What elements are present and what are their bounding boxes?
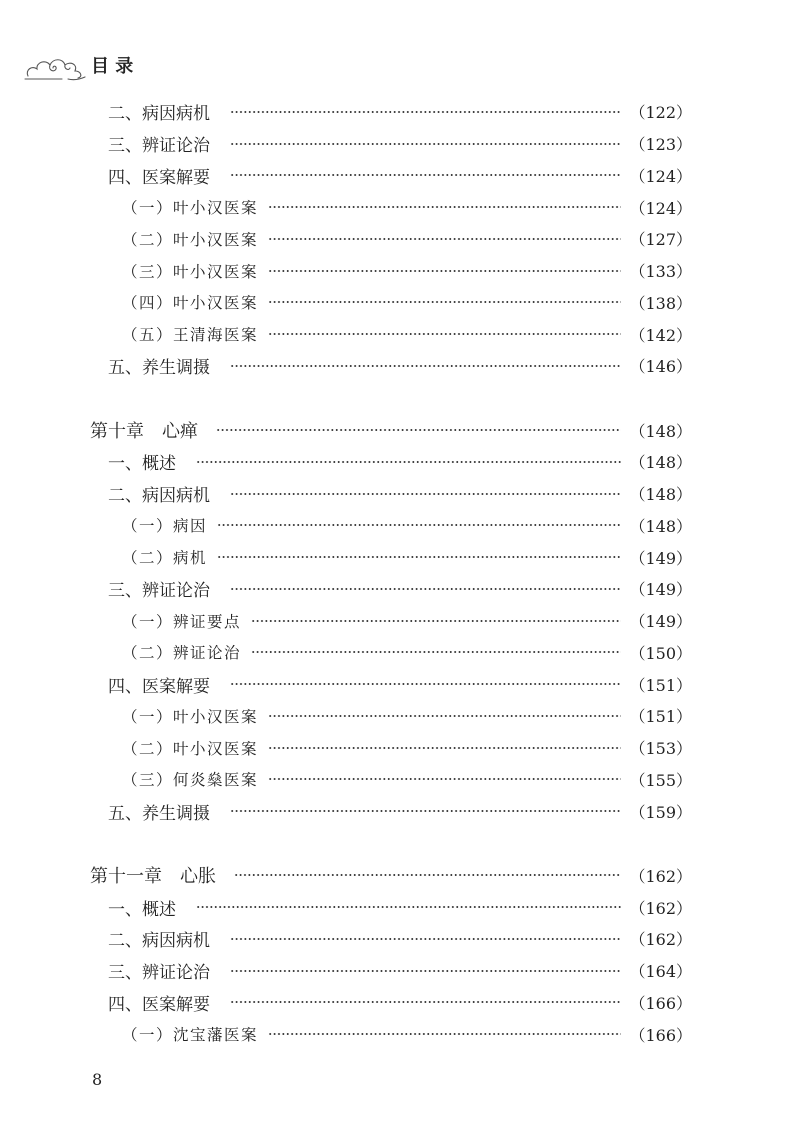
toc-entry-label: 一、概述 (108, 899, 176, 920)
toc-section-entry (0, 350, 800, 382)
toc-entry-page: （162） (629, 898, 692, 918)
toc-entry-label: （三）何炎燊医案 (122, 771, 259, 790)
cloud-ornament-icon (24, 50, 86, 84)
toc-entry-page: （142） (629, 325, 692, 345)
leader-dots (216, 428, 621, 432)
toc-entry-label: （五）王清海医案 (122, 326, 259, 345)
leader-dots (268, 237, 621, 241)
toc-entry-label: （一）叶小汉医案 (122, 199, 259, 218)
toc-subsection-entry (0, 255, 800, 287)
toc-section-entry (0, 96, 800, 128)
leader-dots (196, 905, 621, 909)
toc-entry-page: （159） (629, 802, 692, 822)
toc-entry-page: （148） (629, 453, 692, 473)
toc-entry-page: （138） (629, 293, 692, 313)
toc-section-entry (0, 795, 800, 827)
toc-entry-label: 一、概述 (108, 454, 176, 475)
toc-entry-page: （150） (629, 643, 692, 663)
leader-dots (230, 110, 621, 114)
toc-subsection-entry (0, 318, 800, 350)
toc-section-entry (0, 446, 800, 478)
toc-entry-page: （164） (629, 962, 692, 982)
toc-entry-label: （二）辨证论治 (122, 644, 242, 663)
leader-dots (230, 937, 621, 941)
toc-heading: 目 录 (91, 56, 134, 77)
toc-subsection-entry (0, 1018, 800, 1050)
toc-chapter-entry (0, 414, 800, 446)
toc-subsection-entry (0, 605, 800, 637)
toc-entry-label: 二、病因病机 (108, 104, 210, 125)
toc-entry-label: 二、病因病机 (108, 931, 210, 952)
leader-dots (268, 332, 621, 336)
toc-entry-page: （123） (629, 135, 692, 155)
toc-chapter-label: 第十一章 心胀 (90, 866, 216, 888)
toc-subsection-entry (0, 732, 800, 764)
toc-entry-page: （151） (629, 707, 692, 727)
toc-entry-page: （153） (629, 739, 692, 759)
leader-dots (230, 492, 621, 496)
leader-dots (268, 269, 621, 273)
toc-section-entry (0, 891, 800, 923)
leader-dots (230, 364, 621, 368)
toc-entry-label: 二、病因病机 (108, 486, 210, 507)
leader-dots (234, 873, 621, 877)
toc-entry-page: （149） (629, 548, 692, 568)
toc-entry-page: （146） (629, 357, 692, 377)
page-number: 8 (92, 1070, 103, 1089)
leader-dots (268, 205, 621, 209)
leader-dots (217, 523, 621, 527)
leader-dots (268, 1032, 621, 1036)
toc-section-entry (0, 160, 800, 192)
leader-dots (230, 682, 621, 686)
leader-dots (230, 969, 621, 973)
toc-chapter-entry (0, 860, 800, 892)
toc-entry-label: （一）沈宝藩医案 (122, 1026, 259, 1045)
leader-dots (251, 650, 621, 654)
toc-entry-label: （二）病机 (122, 549, 208, 568)
leader-dots (230, 1000, 621, 1004)
leader-dots (251, 619, 621, 623)
toc-entry-page: （166） (629, 1025, 692, 1045)
toc-entry-page: （124） (629, 166, 692, 186)
toc-entry-label: 五、养生调摄 (108, 803, 210, 824)
leader-dots (268, 714, 621, 718)
toc-entry-page: （155） (629, 770, 692, 790)
leader-dots (230, 142, 621, 146)
toc-chapter-label: 第十章 心瘅 (90, 421, 198, 443)
toc-section-entry (0, 987, 800, 1019)
toc-entry-label: 四、医案解要 (108, 676, 210, 697)
toc-entry-page: （149） (629, 612, 692, 632)
toc-entry-page: （148） (629, 516, 692, 536)
toc-subsection-entry (0, 287, 800, 319)
toc-entry-page: （149） (629, 580, 692, 600)
toc-section-entry (0, 128, 800, 160)
toc-section-entry (0, 478, 800, 510)
toc-section-entry (0, 668, 800, 700)
toc-entry-page: （124） (629, 198, 692, 218)
toc-section-entry (0, 955, 800, 987)
toc-entry-label: 三、辨证论治 (108, 581, 210, 602)
toc-section-entry (0, 573, 800, 605)
toc-entry-page: （162） (629, 866, 692, 886)
toc-entry-page: （148） (629, 485, 692, 505)
toc-entry-page: （166） (629, 993, 692, 1013)
leader-dots (268, 746, 621, 750)
toc-entry-label: （一）叶小汉医案 (122, 707, 259, 726)
leader-dots (196, 460, 621, 464)
toc-entry-page: （122） (629, 103, 692, 123)
toc-entry-label: 三、辨证论治 (108, 136, 210, 157)
toc-subsection-entry (0, 510, 800, 542)
toc-entry-page: （162） (629, 930, 692, 950)
leader-dots (268, 300, 621, 304)
toc-entry-label: （一）病因 (122, 517, 208, 536)
leader-dots (230, 587, 621, 591)
toc-entry-label: （一）辨证要点 (122, 612, 242, 631)
toc-entry-page: （151） (629, 675, 692, 695)
toc-subsection-entry (0, 541, 800, 573)
toc-entry-label: （三）叶小汉医案 (122, 262, 259, 281)
toc-entry-label: 四、医案解要 (108, 994, 210, 1015)
toc-subsection-entry (0, 191, 800, 223)
leader-dots (217, 555, 621, 559)
toc-entry-label: 五、养生调摄 (108, 358, 210, 379)
toc-subsection-entry (0, 223, 800, 255)
toc-subsection-entry (0, 764, 800, 796)
toc-entry-page: （148） (629, 421, 692, 441)
toc-entry-label: （二）叶小汉医案 (122, 230, 259, 249)
toc-section-entry (0, 923, 800, 955)
toc-entry-page: （127） (629, 230, 692, 250)
toc-entry-label: 四、医案解要 (108, 167, 210, 188)
toc-subsection-entry (0, 700, 800, 732)
leader-dots (268, 777, 621, 781)
leader-dots (230, 809, 621, 813)
toc-entry-page: （133） (629, 262, 692, 282)
toc-entry-label: 三、辨证论治 (108, 963, 210, 984)
leader-dots (230, 173, 621, 177)
toc-subsection-entry (0, 637, 800, 669)
toc-entry-label: （四）叶小汉医案 (122, 294, 259, 313)
toc-entry-label: （二）叶小汉医案 (122, 739, 259, 758)
table-of-contents (0, 96, 800, 1050)
